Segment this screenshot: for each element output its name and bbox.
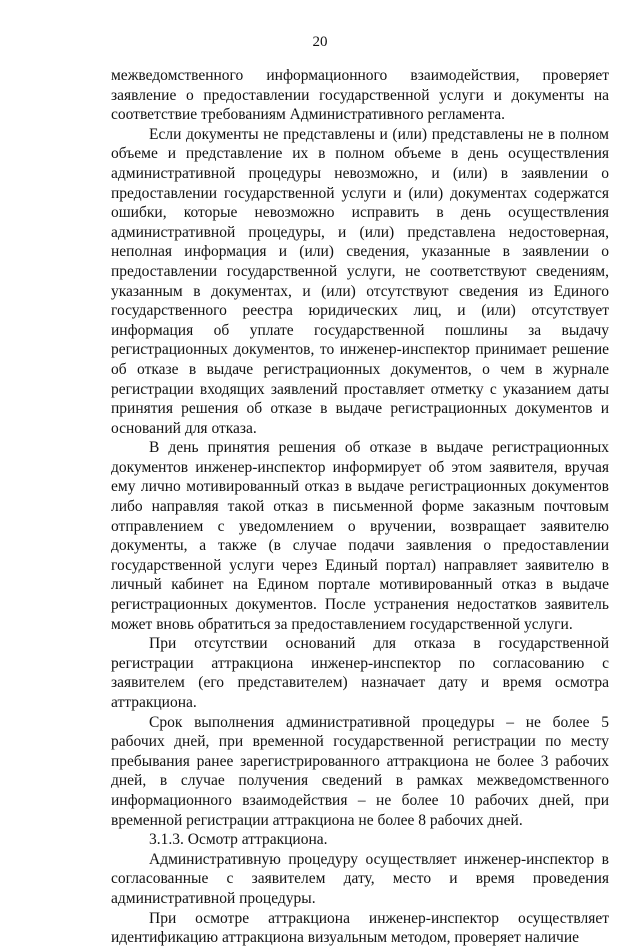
paragraph-refusal-notification: В день принятия решения об отказе в выдаче регистрационных документов инженер-инспектор информирует об этом заявителя, вручая ему лично мотивированный отказ в выдаче регистрационных документов либо направляя такой отказ в письменной форме заказным почтовым отправлением с уведомлением о вручении, возвращает заявителю документы, а также (в случае подачи заявления о предоставлении государственной услуги через Единый портал) направляет заявителю в личный кабинет на Едином портале мотивированный отказ в выдаче регистрационных документов. После устранения недостатков заявитель может вновь обратиться за предоставлением государственной услуги. [111,439,609,633]
document-body [111,66,609,948]
paragraph-procedure-performer: Административную процедуру осуществляет инженер-инспектор в согласованные с заявителем дату, место и время проведения административной процедуры. [111,850,609,907]
page-number: 20 [312,34,328,50]
paragraph-procedure-duration: Срок выполнения административной процедуры – не более 5 рабочих дней, при временной государственной регистрации по месту пребывания ранее зарегистрированного аттракциона не более 3 рабочих дней, в случае получения сведений в рамках межведомственного информационного взаимодействия – не более 10 рабочих дней, при временной регистрации аттракциона не более 8 рабочих дней. [111,713,609,829]
paragraph-refusal-conditions: Если документы не представлены и (или) представлены не в полном объеме и представление их в полном объеме в день осуществления административной процедуры невозможно, и (или) в заявлении о предоставлении государственной услуги и (или) документах содержатся ошибки, которые невозможно исправить в день осуществления административной процедуры, и (или) представлена недостоверная, неполная информация и (или) сведения, указанные в заявлении о предоставлении государственной услуги, не соответствуют сведениям, указанным в документах, и (или) отсутствуют сведения из Единого государственного реестра юридических лиц, и (или) отсутствует информация об уплате государственной пошлины за выдачу регистрационных документов, то инженер-инспектор принимает решение об отказе в выдаче регистрационных документов, о чем в журнале регистрации входящих заявлений проставляет отметку с указанием даты принятия решения об отказе в выдаче регистрационных документов и оснований для отказа. [111,125,609,437]
paragraph-continuation: межведомственного информационного взаимодействия, проверяет заявление о предоставлении государственной услуги и документы на соответствие требованиям Административного регламента. [111,67,609,124]
section-heading-inspection: 3.1.3. Осмотр аттракциона. [149,831,328,849]
paragraph-inspection-scheduling: При отсутствии оснований для отказа в государственной регистрации аттракциона инженер-инспектор по согласованию с заявителем (его представителем) назначает дату и время осмотра аттракциона. [111,635,609,711]
paragraph-inspection-identification: При осмотре аттракциона инженер-инспектор осуществляет идентификацию аттракциона визуальным методом, проверяет наличие [111,909,609,947]
